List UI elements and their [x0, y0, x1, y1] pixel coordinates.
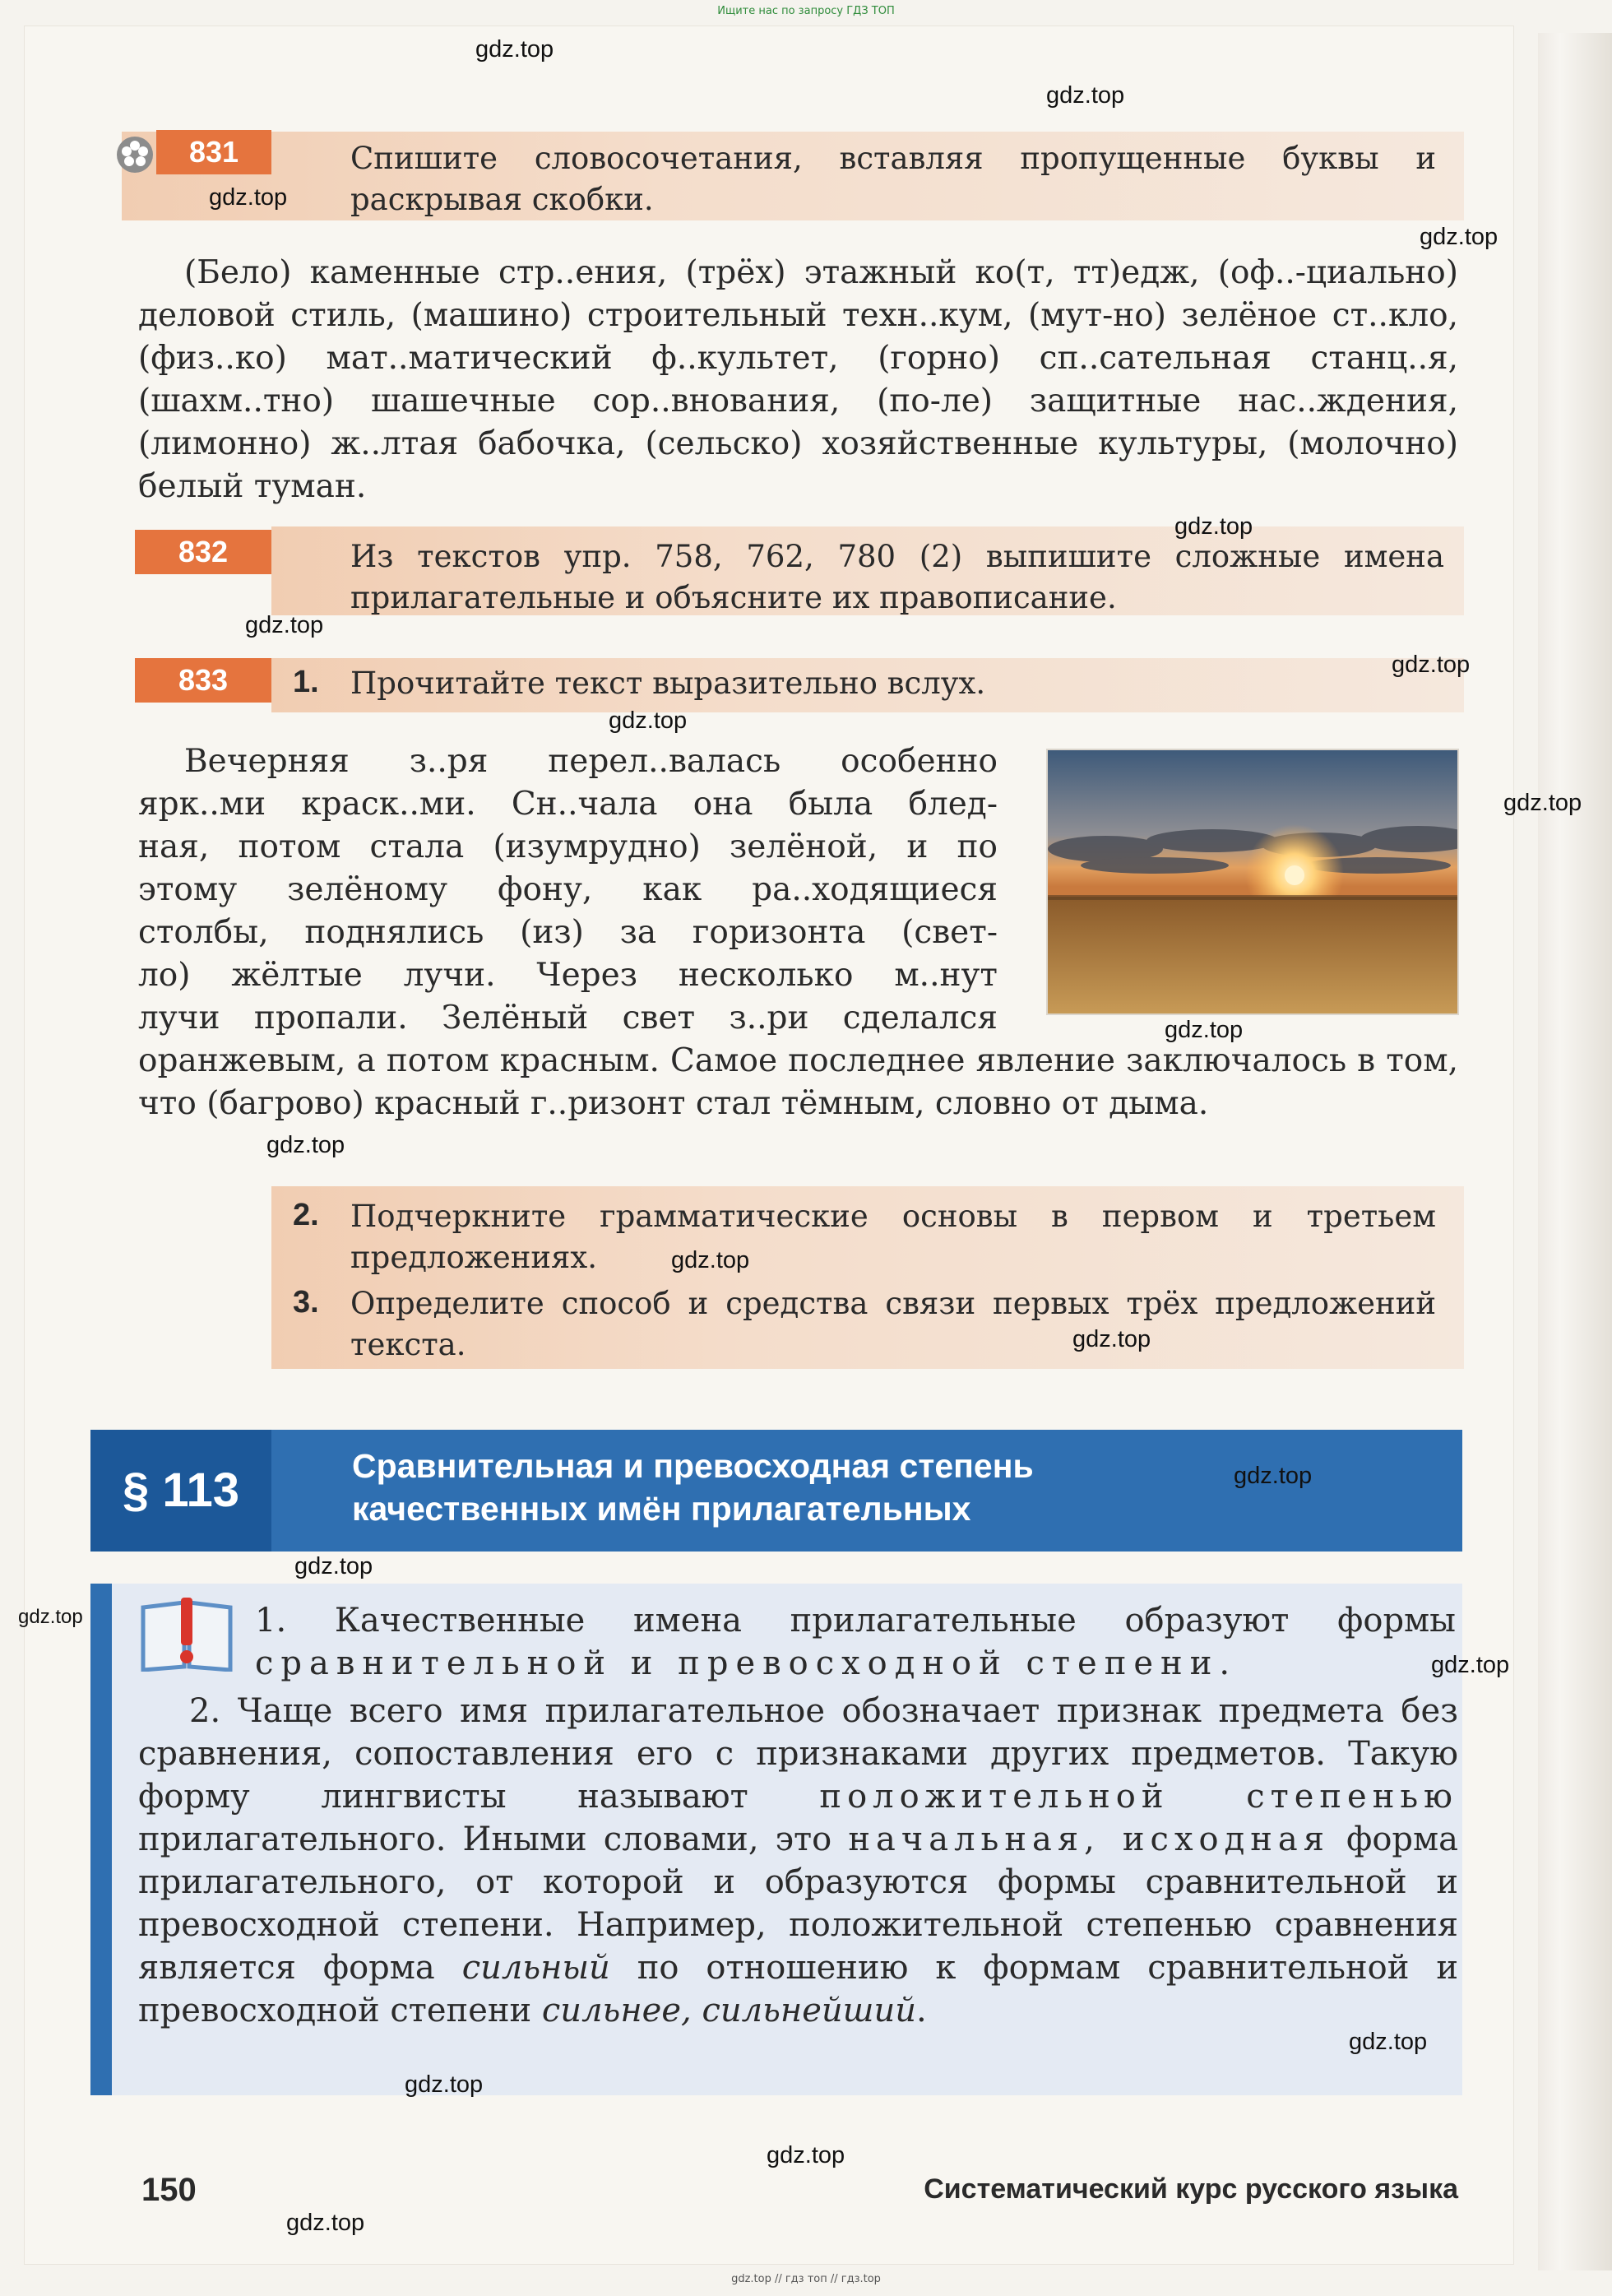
theory-point-1: [255, 1599, 1456, 1685]
watermark: gdz.top: [209, 184, 288, 211]
watermark: gdz.top: [1174, 513, 1253, 540]
watermark: gdz.top: [475, 36, 554, 63]
exercise-833-text-column: [138, 740, 998, 1040]
exercise-833-step-2: Подчеркните грамматические основы в первом и третьем предложениях.: [350, 1199, 1436, 1275]
exercise-832-instruction: Из текстов упр. 758, 762, 780 (2) выпишите сложные имена прилагательные и объясните их правописание.: [350, 539, 1444, 615]
sunset-photo: [1046, 749, 1459, 1015]
watermark: gdz.top: [1503, 790, 1582, 816]
watermark: gdz.top: [1392, 652, 1471, 678]
section-number: § 113: [123, 1463, 239, 1517]
theory-term-initial-form: начальная, исходная: [848, 1821, 1330, 1858]
watermark: gdz.top: [1072, 1326, 1151, 1352]
exercise-833-step-1: Прочитайте текст выразительно вслух.: [350, 666, 986, 701]
exercise-831-instruction: Спишите словосочетания, вставляя пропущенные буквы и раскрывая скобки.: [350, 141, 1436, 217]
exercise-833-step-3: Определите способ и средства связи первых трёх предложений текста.: [350, 1286, 1436, 1362]
theory-text: прилагательного. Иными словами, это: [138, 1821, 849, 1858]
exclamation-book-icon: [138, 1596, 235, 1672]
section-title-line: Сравнительная и превосходная степень: [352, 1447, 1034, 1485]
exercise-833-text-rest: оранжевым, а потом красным. Самое последнее явление заключалось в том, что (багрово) красный г..ризонт стал тёмным, словно от дыма.: [138, 1042, 1458, 1122]
text-line: этому зелёному фону, как ра..ходящиеся: [138, 871, 998, 908]
example-word: сильнее, сильнейший: [541, 1992, 917, 2029]
theory-point-2: [138, 1690, 1458, 2032]
flower-icon: [115, 135, 155, 174]
theory-point-2-number: 2.: [189, 1692, 221, 1730]
exercise-831-text: (Бело) каменные стр..ения, (трёх) этажный ко(т, тт)едж, (оф..-циально) деловой стиль, (машино) строительный техн..кум, (мут-но) зелёное ст..кло, (физ..ко) мат..матический ф..культет, (горно) сп..сательная станц..я, (шахм..тно) шашечные сор..внования, (по-ле) защитные нас..ждения, (лимонно) ж..лтая бабочка, (сельско) хозяйственные культуры, (молочно) белый туман.: [138, 254, 1458, 505]
exercise-number-831: 831: [156, 130, 271, 174]
theory-text: Чаще всего имя прилагательное обозначает признак предмета без сравнения, сопоставления его с признаками других предметов. Такую форму лингвисты называют: [138, 1692, 1458, 1816]
text-line: лучи пропали. Зелёный свет з..ри сделался: [138, 1000, 998, 1037]
watermark: gdz.top: [245, 612, 324, 638]
text-line: ло) жёлтые лучи. Через несколько м..нут: [138, 957, 998, 994]
theory-text: по отношению к формам сравнительной и превосходной степени: [138, 1949, 1458, 2029]
step-2-number: 2.: [293, 1198, 319, 1232]
watermark: gdz.top: [1431, 1652, 1510, 1678]
theory-text: форма прилагательного, от которой и образуются формы сравнительной и превосходной степени. Например, положительной степенью сравнения является форма: [138, 1821, 1458, 1987]
page-binding: [1538, 33, 1612, 2270]
step-3-number: 3.: [293, 1285, 319, 1320]
step-1-number: 1.: [293, 665, 319, 699]
watermark: gdz.top: [286, 2210, 365, 2236]
watermark: gdz.top: [1046, 82, 1125, 109]
theory-point-1-term: сравнительной и превосходной степени.: [255, 1644, 1238, 1682]
exercise-number-832: 832: [135, 530, 271, 574]
text-line: Вечерняя з..ря перел..валась особенно: [184, 743, 998, 780]
watermark: gdz.top: [266, 1132, 345, 1158]
theory-text: .: [916, 1992, 927, 2029]
theory-point-1-text: Качественные имена прилагательные образуют формы: [334, 1602, 1457, 1640]
book-title: Систематический курс русского языка: [924, 2173, 1458, 2205]
text-line: ярк..ми краск..ми. Сн..чала она была блед-: [138, 786, 998, 823]
watermark: gdz.top: [609, 707, 688, 734]
exercise-number-833: 833: [135, 658, 271, 703]
watermark: gdz.top: [671, 1247, 750, 1273]
page-number: 150: [141, 2172, 197, 2208]
example-word: сильный: [461, 1949, 610, 1987]
section-title-line: качественных имён прилагательных: [352, 1490, 971, 1528]
watermark: gdz.top: [18, 1606, 83, 1628]
top-banner: Ищите нас по запросу ГДЗ ТОП: [717, 5, 895, 17]
watermark: gdz.top: [405, 2071, 484, 2098]
watermark: gdz.top: [767, 2142, 845, 2168]
watermark: gdz.top: [1349, 2029, 1428, 2055]
watermark: gdz.top: [1165, 1017, 1244, 1043]
text-line: ная, потом стала (изумрудно) зелёной, и по: [138, 828, 998, 865]
watermark: gdz.top: [1420, 224, 1499, 250]
theory-point-1-number: 1.: [255, 1602, 287, 1640]
bottom-banner: gdz.top // гдз топ // гдз.top: [731, 2273, 881, 2285]
theory-term-positive-degree: положительной степенью: [819, 1778, 1458, 1816]
text-line: столбы, поднялись (из) за горизонта (свет-: [138, 914, 998, 951]
watermark: gdz.top: [1234, 1463, 1313, 1489]
theory-stripe: [90, 1584, 112, 2095]
watermark: gdz.top: [294, 1553, 373, 1579]
